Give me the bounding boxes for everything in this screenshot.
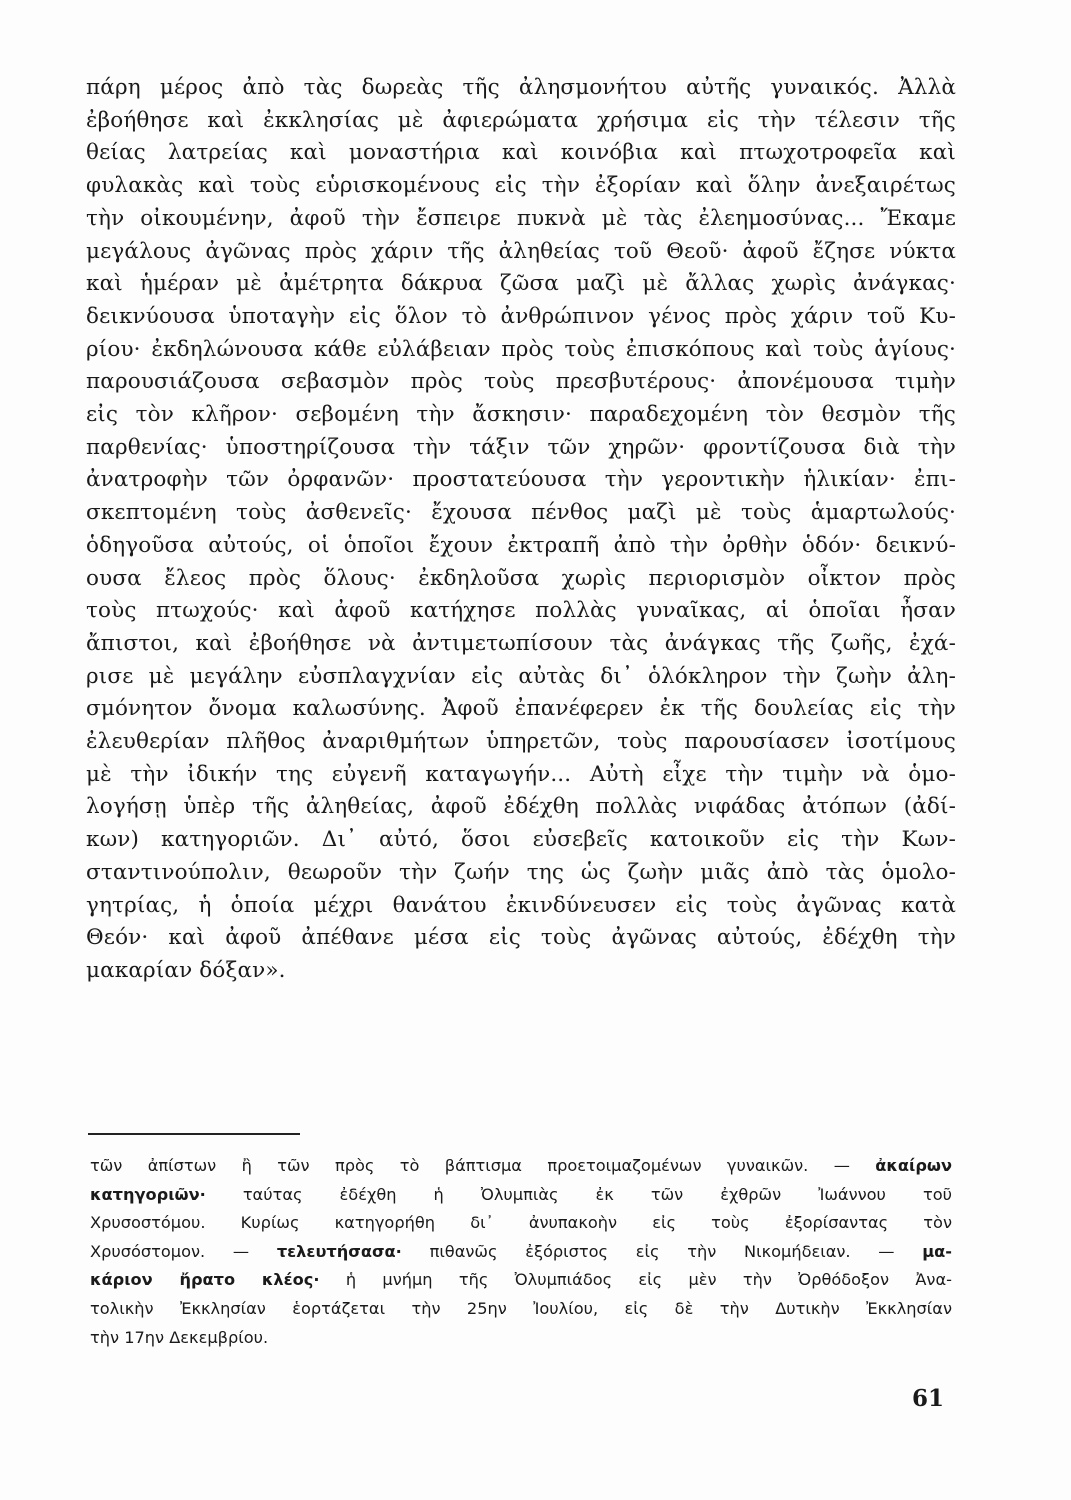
text-line: γητρίας, ἡ ὁποία μέχρι θανάτου ἐκινδύνευσεν εἰς τοὺς ἀγῶνας κατὰ xyxy=(86,892,956,918)
text-line: τοὺς πτωχούς· καὶ ἀφοῦ κατήχησε πολλὰς γυναῖκας, αἱ ὁποῖαι ἦσαν xyxy=(86,598,956,624)
footnote-line xyxy=(90,1238,952,1267)
text-line: ἀνατροφὴν τῶν ὀρφανῶν· προστατεύουσα τὴν γεροντικὴν ἡλικίαν· ἐπι- xyxy=(86,467,956,493)
footnote-term: κατηγοριῶν· xyxy=(90,1184,206,1204)
text-line: μεγάλους ἀγῶνας πρὸς χάριν τῆς ἀληθείας τοῦ Θεοῦ· ἀφοῦ ἔζησε νύκτα xyxy=(86,238,956,264)
text-line: μὲ τὴν ἰδικήν της εὐγενῆ καταγωγήν... Αὐτὴ εἶχε τὴν τιμὴν νὰ ὁμο- xyxy=(86,761,956,787)
text-line: εἰς τὸν κλῆρον· σεβομένη τὴν ἄσκησιν· παραδεχομένη τὸν θεσμὸν τῆς xyxy=(86,402,956,428)
text-line: μακαρίαν δόξαν». xyxy=(86,957,286,983)
text-line: ρισε μὲ μεγάλην εὐσπλαγχνίαν εἰς αὐτὰς δι᾽ ὁλόκληρον τὴν ζωὴν ἀλη- xyxy=(86,663,956,689)
text-line: θείας λατρείας καὶ μοναστήρια καὶ κοινόβια καὶ πτωχοτροφεῖα καὶ xyxy=(86,140,956,166)
footnote-text: τῶν ἀπίστων ἢ τῶν πρὸς τὸ βάπτισμα προετοιμαζομένων γυναικῶν. — xyxy=(90,1156,876,1175)
text-line: καὶ ἡμέραν μὲ ἀμέτρητα δάκρυα ζῶσα μαζὶ μὲ ἄλλας χωρὶς ἀνάγκας· xyxy=(86,271,956,297)
main-body-text xyxy=(86,72,956,988)
text-line: σταντινούπολιν, θεωροῦν τὴν ζωήν της ὡς ζωὴν μιᾶς ἀπὸ τὰς ὁμολο- xyxy=(86,859,956,885)
text-line: τὴν οἰκουμένην, ἀφοῦ τὴν ἔσπειρε πυκνὰ μὲ τὰς ἐλεημοσύνας... Ἔκαμε xyxy=(86,205,956,231)
footnote-line: τὴν 17ην Δεκεμβρίου. xyxy=(90,1327,269,1347)
footnote-line: Χρυσοστόμου. Κυρίως κατηγορήθη δι᾽ ἀνυπακοὴν εἰς τοὺς ἐξορίσαντας τὸν xyxy=(90,1213,952,1233)
text-line: ρίου· ἐκδηλώνουσα κάθε εὐλάβειαν πρὸς τοὺς ἐπισκόπους καὶ τοὺς ἁγίους· xyxy=(86,336,956,362)
text-line: ἐλευθερίαν πλῆθος ἀναριθμήτων ὑπηρετῶν, τοὺς παρουσίασεν ἰσοτίμους xyxy=(86,729,956,755)
footnote-term: κάριον ἤρατο κλέος· xyxy=(90,1270,320,1290)
text-line: πάρη μέρος ἀπὸ τὰς δωρεὰς τῆς ἀλησμονήτου αὐτῆς γυναικός. Ἀλλὰ xyxy=(86,75,956,100)
footnote-text: πιθανῶς ἐξόριστος εἰς τὴν Νικομήδειαν. — xyxy=(401,1241,923,1261)
text-line: παρουσιάζουσα σεβασμὸν πρὸς τοὺς πρεσβυτέρους· ἀπονέμουσα τιμὴν xyxy=(86,369,956,395)
text-line: δεικνύουσα ὑποταγὴν εἰς ὅλον τὸ ἀνθρώπινον γένος πρὸς χάριν τοῦ Κυ- xyxy=(86,303,956,329)
footnote-line: τολικὴν Ἐκκλησίαν ἑορτάζεται τὴν 25ην Ἰουλίου, εἰς δὲ τὴν Δυτικὴν Ἐκκλησίαν xyxy=(90,1298,952,1318)
page-number: 61 xyxy=(912,1385,945,1412)
footnote-text: ἡ μνήμη τῆς Ὀλυμπιάδος εἰς μὲν τὴν Ὀρθόδοξον Ἀνα- xyxy=(319,1270,952,1290)
text-line: σκεπτομένη τοὺς ἀσθενεῖς· ἔχουσα πένθος μαζὶ μὲ τοὺς ἁμαρτωλούς· xyxy=(86,500,956,526)
text-line: ὁδηγοῦσα αὐτούς, οἱ ὁποῖοι ἔχουν ἐκτραπῆ ἀπὸ τὴν ὀρθὴν ὁδόν· δεικνύ- xyxy=(86,532,956,558)
footnote-line xyxy=(90,1181,952,1210)
footnote-text: Χρυσόστομον. — xyxy=(90,1241,277,1261)
footnote-term: τελευτήσασα· xyxy=(276,1241,402,1261)
footnote-text: ταύτας ἐδέχθη ἡ Ὀλυμπιὰς ἐκ τῶν ἐχθρῶν Ἰωάννου τοῦ xyxy=(205,1184,952,1204)
text-line: κων) κατηγοριῶν. Δι᾽ αὐτό, ὅσοι εὐσεβεῖς κατοικοῦν εἰς τὴν Κων- xyxy=(86,827,956,853)
text-line: Θεόν· καὶ ἀφοῦ ἀπέθανε μέσα εἰς τοὺς ἀγῶνας αὐτούς, ἐδέχθη τὴν xyxy=(86,925,956,951)
text-line: ουσα ἔλεος πρὸς ὅλους· ἐκδηλοῦσα χωρὶς περιορισμὸν οἶκτον πρὸς xyxy=(86,565,956,591)
text-line: σμόνητον ὄνομα καλωσύνης. Ἀφοῦ ἐπανέφερεν ἐκ τῆς δουλείας εἰς τὴν xyxy=(86,696,956,722)
text-line: παρθενίας· ὑποστηρίζουσα τὴν τάξιν τῶν χηρῶν· φροντίζουσα διὰ τὴν xyxy=(86,434,956,460)
text-line: λογήσῃ ὑπὲρ τῆς ἀληθείας, ἀφοῦ ἐδέχθη πολλὰς νιφάδας ἀτόπων (ἀδί- xyxy=(86,794,956,820)
footnote-divider xyxy=(88,1133,300,1135)
text-line: ἐβοήθησε καὶ ἐκκλησίας μὲ ἀφιερώματα χρήσιμα εἰς τὴν τέλεσιν τῆς xyxy=(86,107,956,133)
footnote-line xyxy=(90,1152,952,1181)
footnote xyxy=(90,1152,952,1352)
text-line: φυλακὰς καὶ τοὺς εὑρισκομένους εἰς τὴν ἐξορίαν καὶ ὅλην ἀνεξαιρέτως xyxy=(86,173,956,199)
text-line: ἄπιστοι, καὶ ἐβοήθησε νὰ ἀντιμετωπίσουν τὰς ἀνάγκας τῆς ζωῆς, ἐχά- xyxy=(86,630,956,656)
footnote-line xyxy=(90,1266,952,1295)
footnote-term: μα- xyxy=(922,1241,952,1261)
footnote-term: ἀκαίρων xyxy=(875,1156,952,1175)
